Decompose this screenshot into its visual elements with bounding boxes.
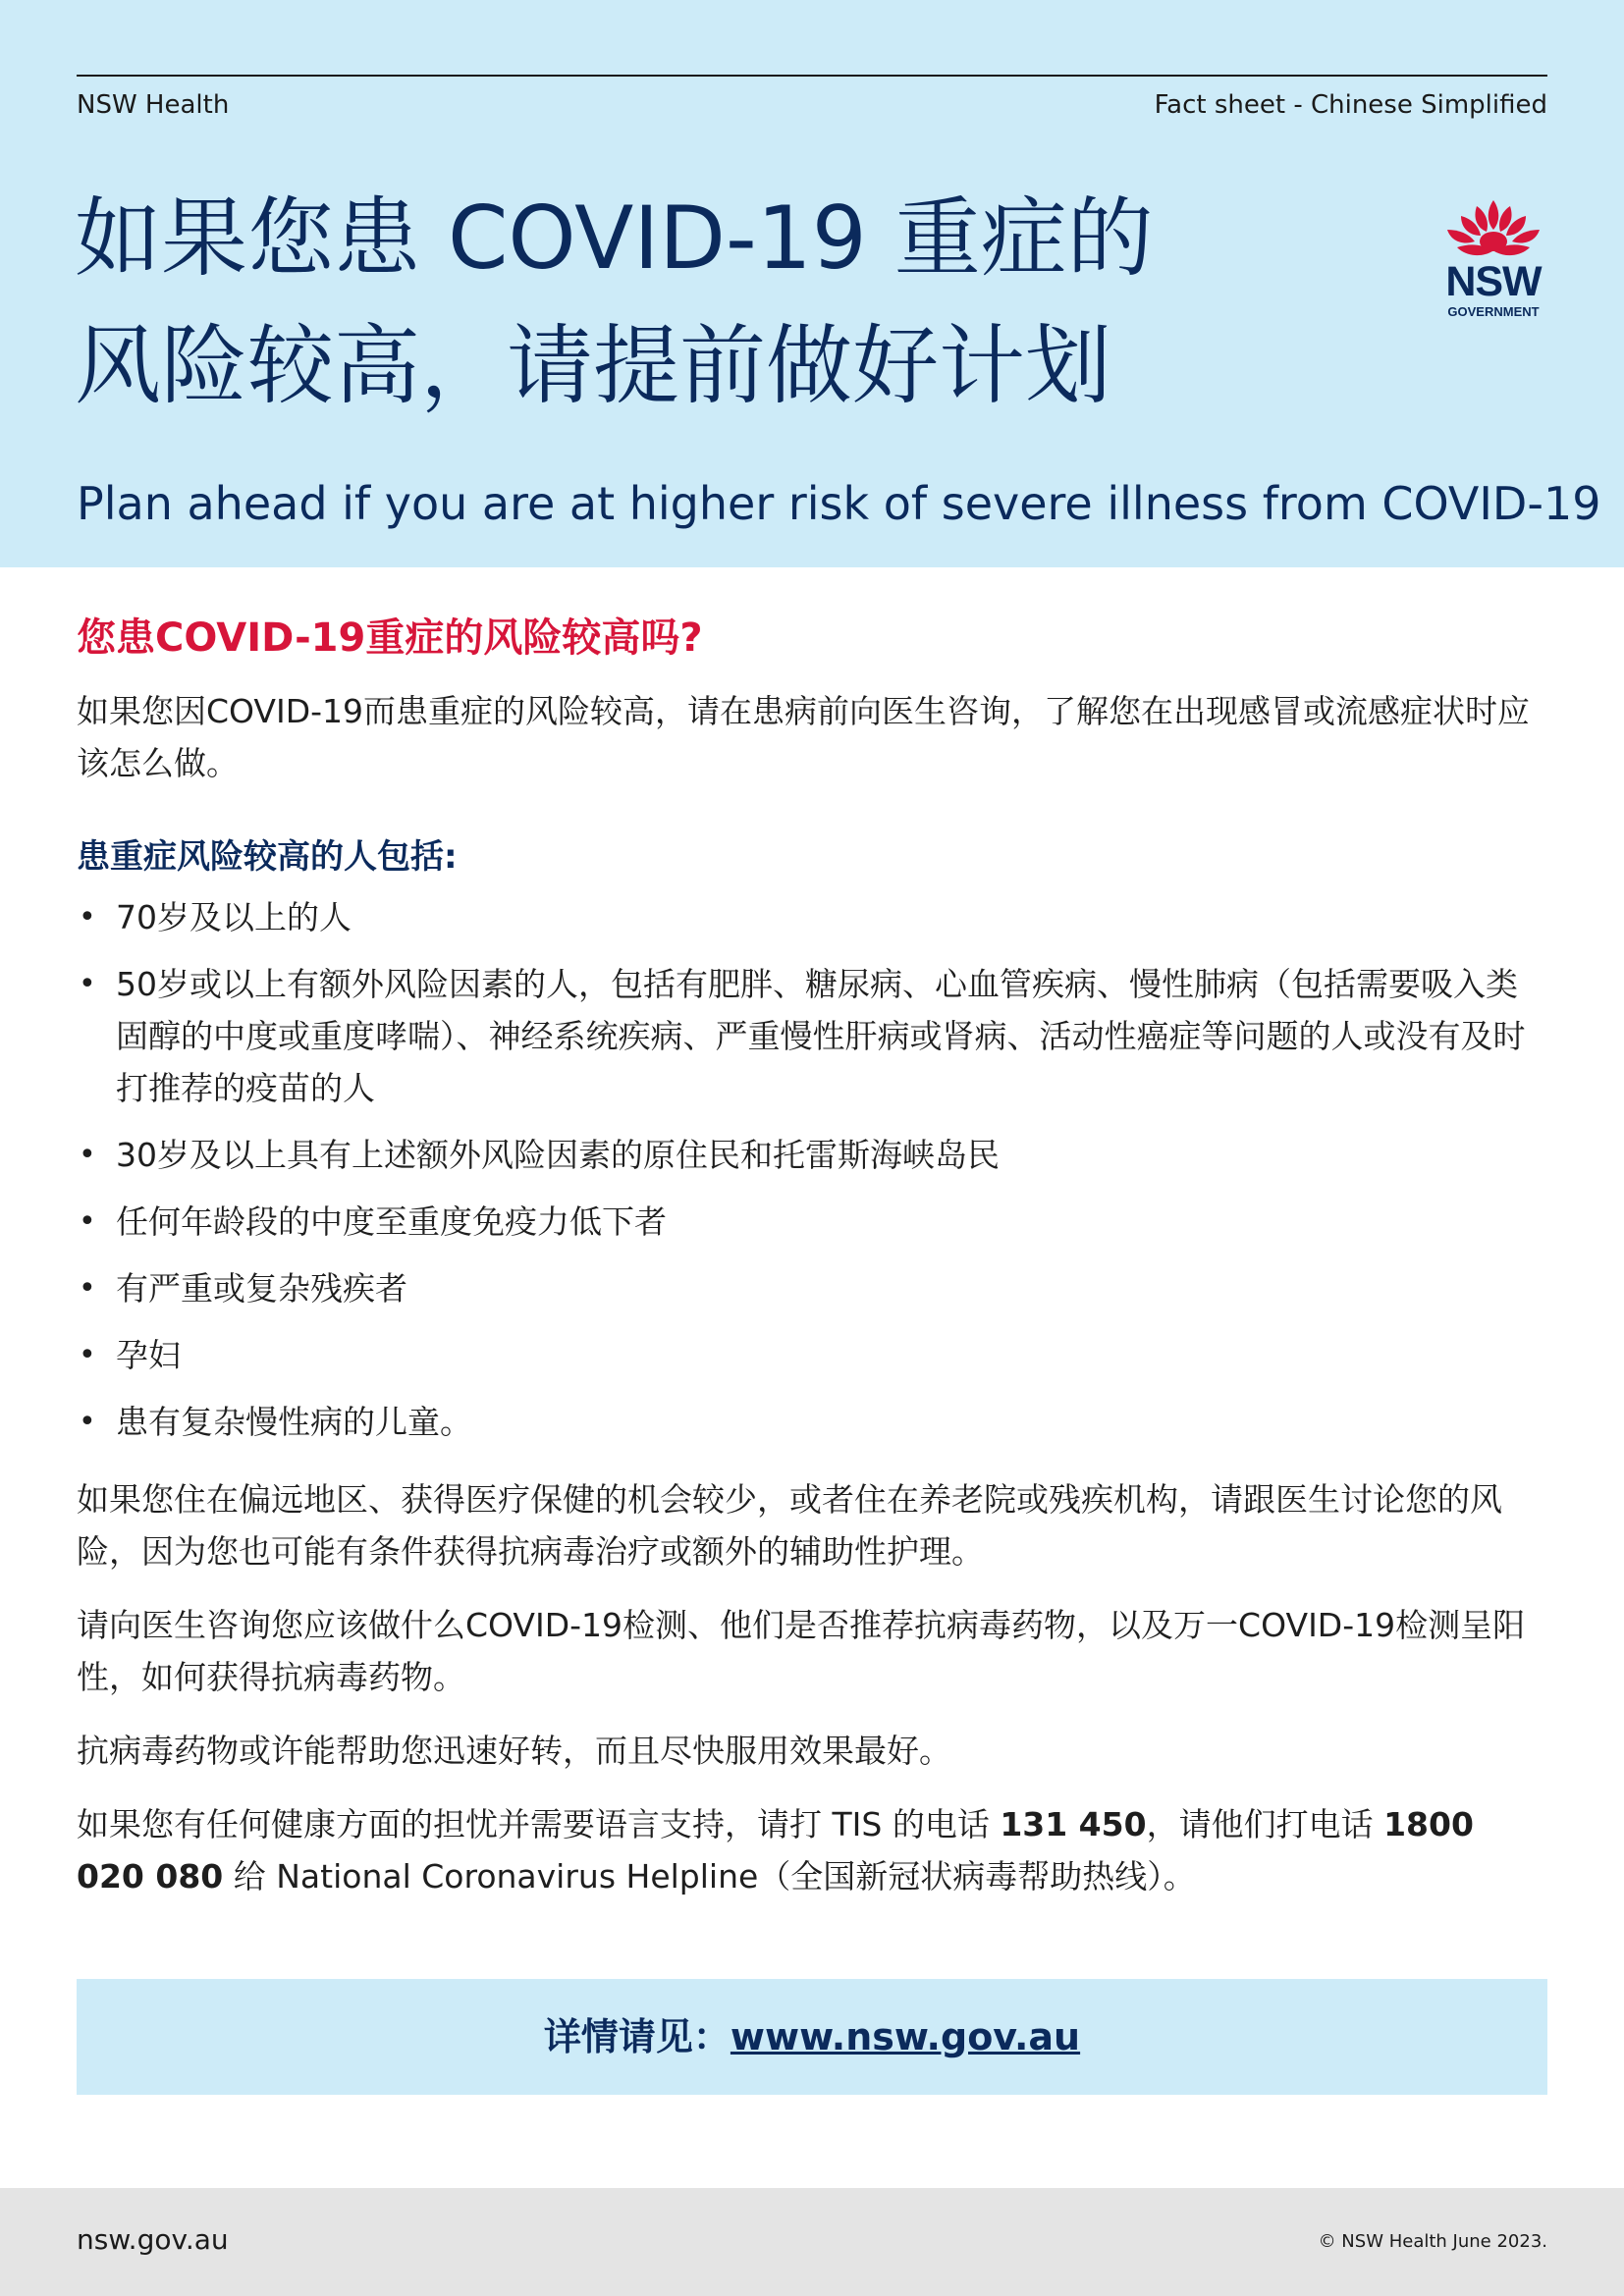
nsw-government-logo (1437, 198, 1549, 322)
list-item: • 50岁或以上有额外风险因素的人，包括有肥胖、糖尿病、心血管疾病、慢性肺病（包括需要吸入类固醇的中度或重度哮喘）、神经系统疾病、严重慢性肝病或肾病、活动性癌症等问题的人或没有及时打推荐的疫苗的人 (77, 958, 1549, 1114)
list-item: • 70岁及以上的人 (77, 891, 1549, 943)
bullet-icon: • (79, 1138, 96, 1172)
footer-website: nsw.gov.au (77, 2223, 229, 2256)
logo-subtext: GOVERNMENT (1447, 304, 1540, 319)
main-content (77, 609, 1549, 1924)
bullet-icon: • (79, 967, 96, 1001)
page-title (75, 175, 1351, 430)
helpline-phone-number: 1800 020 080 (77, 1805, 1474, 1896)
risk-heading: 您患COVID-19重症的风险较高吗? (77, 615, 703, 661)
footer-copyright: © NSW Health June 2023. (1318, 2231, 1547, 2252)
page-subtitle: Plan ahead if you are at higher risk of severe illness from COVID-19 (77, 477, 1601, 530)
list-item: • 30岁及以上具有上述额外风险因素的原住民和托雷斯海峡岛民 (77, 1129, 1549, 1181)
header-banner (0, 0, 1624, 567)
title-line-1: 如果您患 COVID-19 重症的 (75, 187, 1154, 289)
list-item: • 患有复杂慢性病的儿童。 (77, 1396, 1549, 1448)
bullet-icon: • (79, 1338, 96, 1372)
list-item: • 有严重或复杂残疾者 (77, 1262, 1549, 1314)
more-info-label: 详情请见： (543, 2015, 731, 2058)
waratah-icon (1437, 198, 1549, 263)
footer (0, 2188, 1624, 2296)
high-risk-heading: 患重症风险较高的人包括: (77, 837, 458, 877)
sheet-type: Fact sheet - Chinese Simplified (1154, 90, 1547, 120)
antiviral-paragraph: 抗病毒药物或许能帮助您迅速好转，而且尽快服用效果最好。 (77, 1732, 951, 1770)
more-info-box (77, 1979, 1547, 2095)
tis-phone-number: 131 450 (1000, 1805, 1147, 1843)
bullet-icon: • (79, 1271, 96, 1306)
remote-paragraph: 如果您住在偏远地区、获得医疗保健的机会较少，或者住在养老院或残疾机构，请跟医生讨论您的风险，因为您也可能有条件获得抗病毒治疗或额外的辅助性护理。 (77, 1480, 1502, 1571)
header-rule (77, 75, 1547, 77)
nsw-website-link[interactable]: www.nsw.gov.au (730, 2015, 1081, 2058)
help-paragraph: 如果您有任何健康方面的担忧并需要语言支持，请打 TIS 的电话 131 450，请他们打电话 1800 020 080 给 National Coronavirus Helpline（全国新冠状病毒帮助热线）。 (77, 1805, 1474, 1896)
intro-paragraph: 如果您因COVID-19而患重症的风险较高，请在患病前向医生咨询，了解您在出现感冒或流感症状时应该怎么做。 (77, 692, 1531, 782)
title-line-2: 风险较高，请提前做好计划 (75, 315, 1112, 416)
bullet-icon: • (79, 900, 96, 934)
list-item: • 孕妇 (77, 1329, 1549, 1381)
risk-list (77, 891, 1549, 1448)
logo-wordmark: NSW (1445, 258, 1542, 305)
org-name: NSW Health (77, 90, 230, 120)
bullet-icon: • (79, 1405, 96, 1439)
list-item: • 任何年龄段的中度至重度免疫力低下者 (77, 1196, 1549, 1248)
testing-paragraph: 请向医生咨询您应该做什么COVID-19检测、他们是否推荐抗病毒药物，以及万一COVID-19检测呈阳性，如何获得抗病毒药物。 (77, 1606, 1526, 1696)
bullet-icon: • (79, 1204, 96, 1239)
